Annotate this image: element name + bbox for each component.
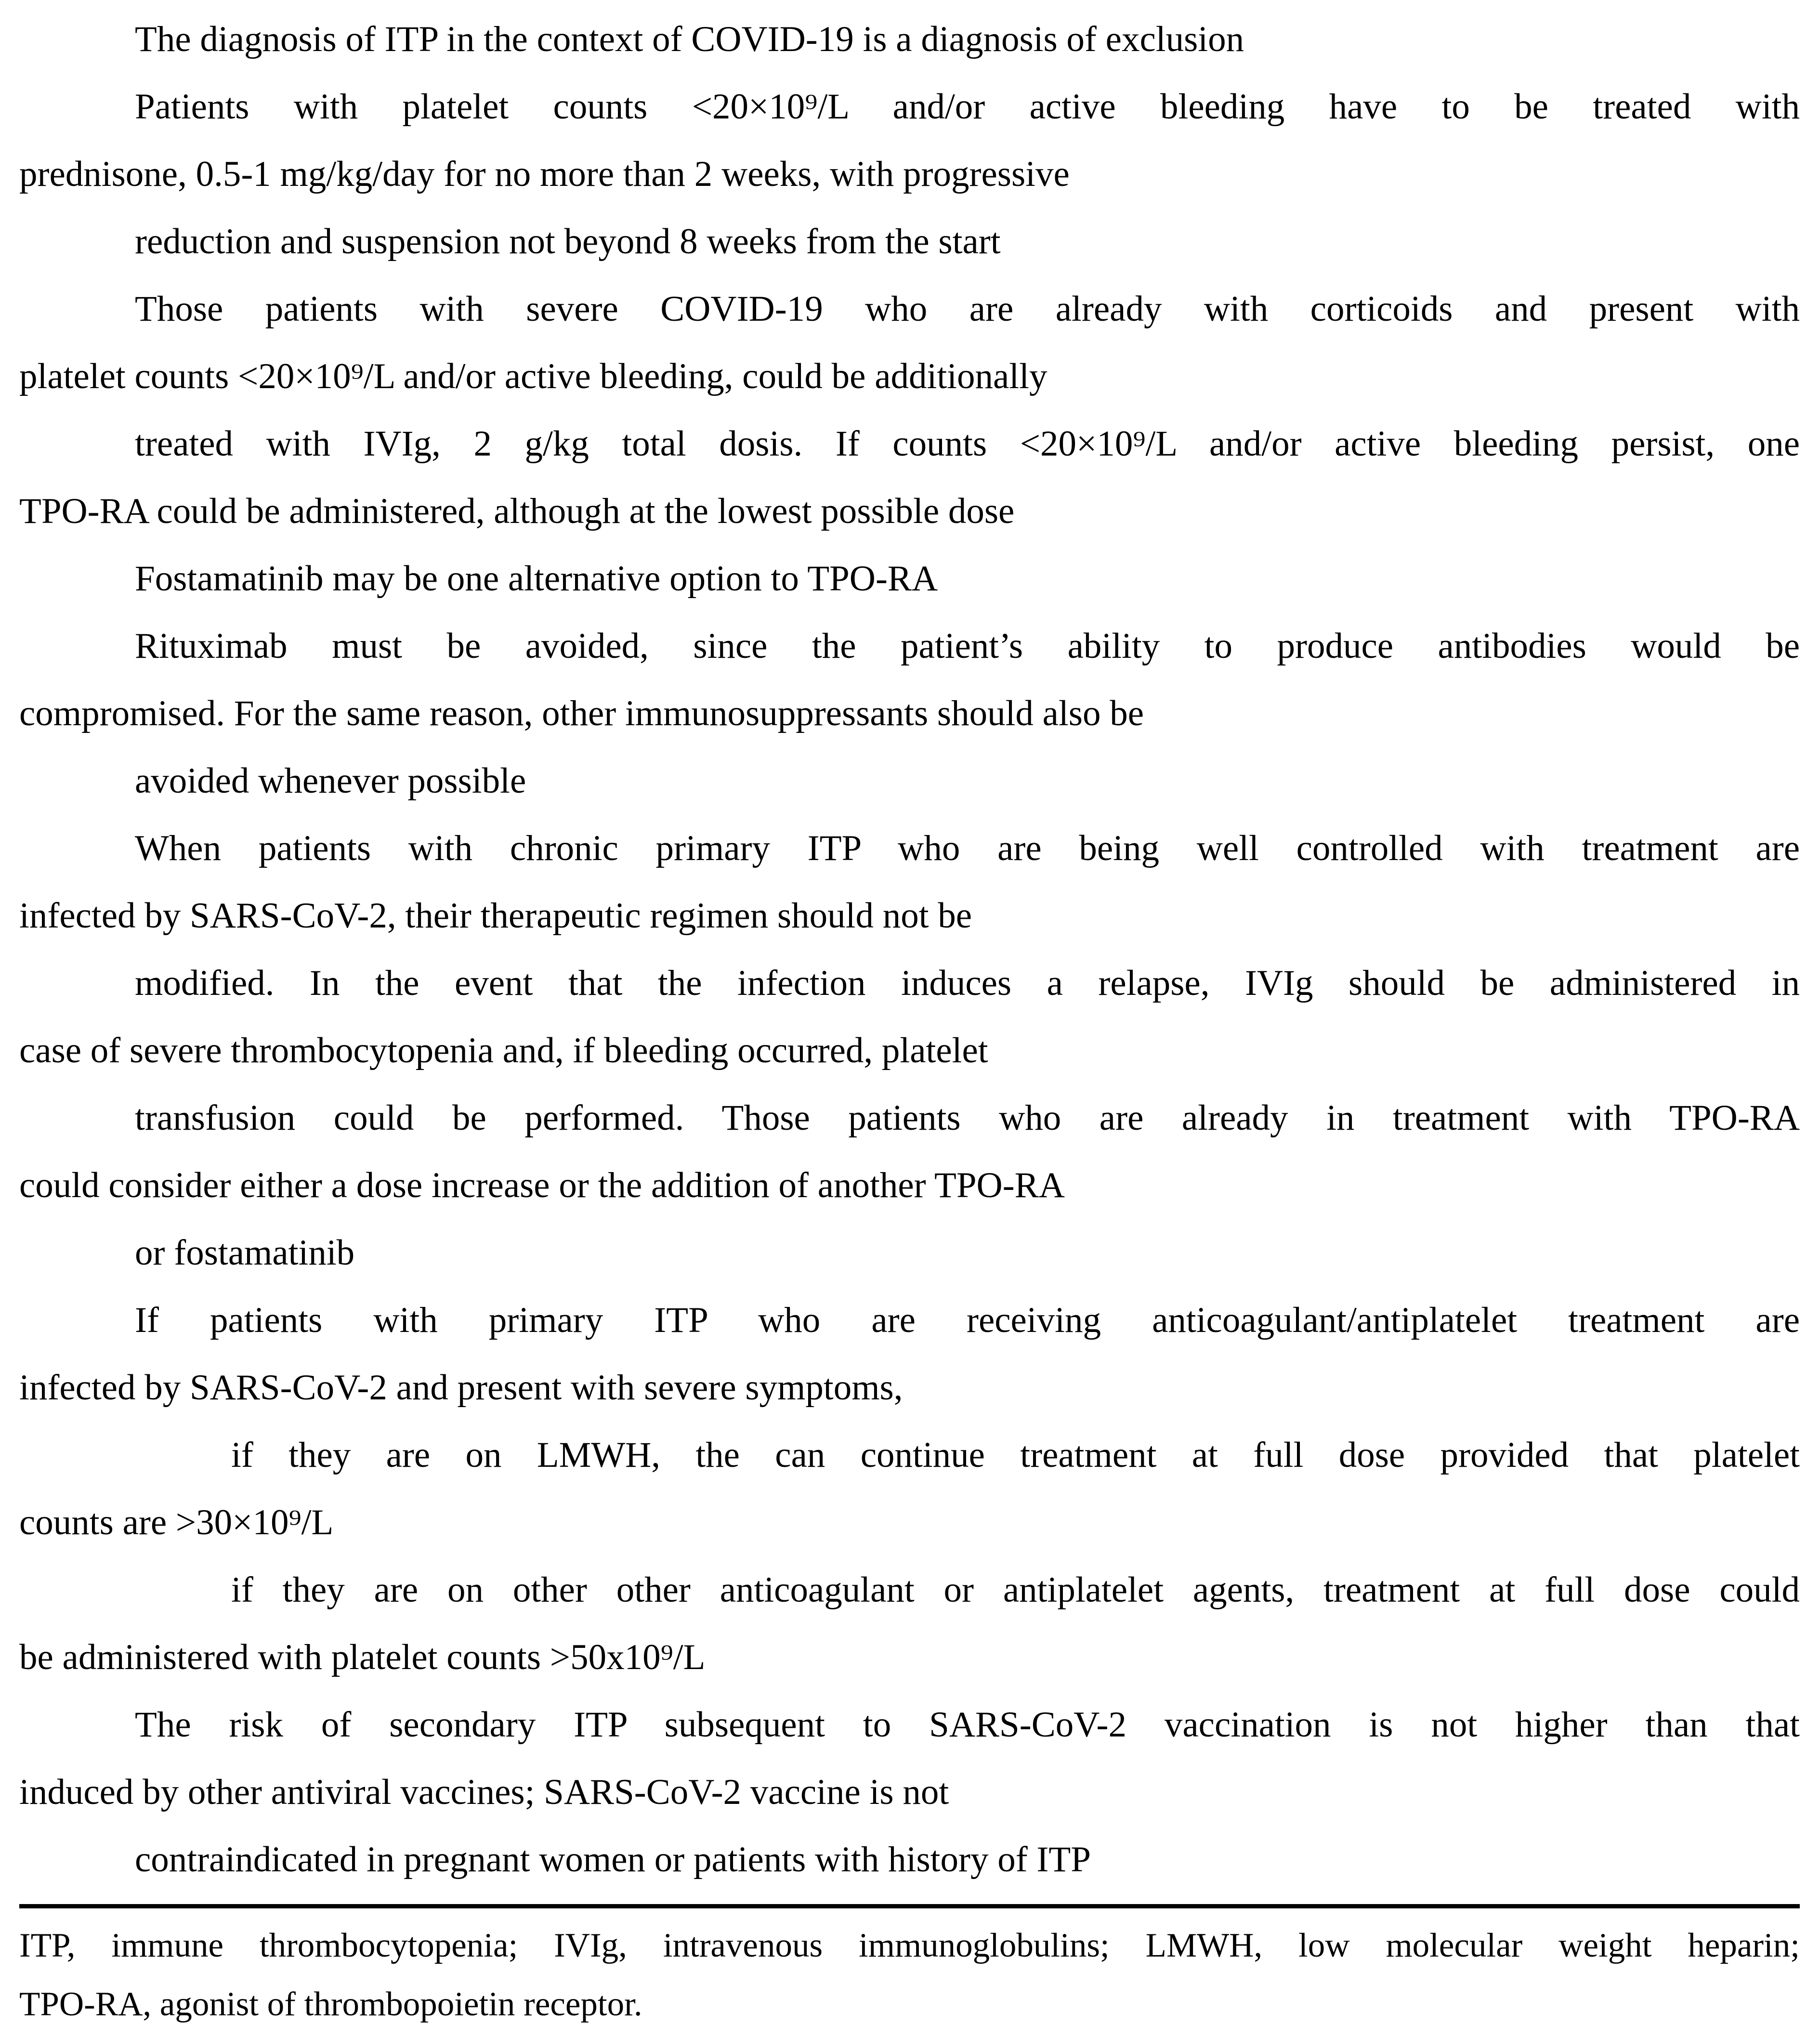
text-line: avoided whenever possible xyxy=(135,761,526,801)
text-line: infected by SARS-CoV-2 and present with severe symptoms, xyxy=(19,1368,903,1408)
text-line: platelet counts <20×10⁹/L and/or active bleeding, could be additionally xyxy=(19,356,1047,396)
text-line: case of severe thrombocytopenia and, if bleeding occurred, platelet xyxy=(19,1031,988,1070)
footnote-line: ITP, immune thrombocytopenia; IVIg, intravenous immunoglobulins; LMWH, low molecular weight heparin; xyxy=(19,1927,1800,1964)
text-line: induced by other antiviral vaccines; SARS-CoV-2 vaccine is not xyxy=(19,1772,949,1812)
text-line: if they are on LMWH, the can continue treatment at full dose provided that platelet xyxy=(231,1435,1800,1475)
text-line: TPO-RA could be administered, although at the lowest possible dose xyxy=(19,491,1015,531)
text-line: infected by SARS-CoV-2, their therapeutic regimen should not be xyxy=(19,896,972,936)
text-line: The risk of secondary ITP subsequent to SARS-CoV-2 vaccination is not higher than that xyxy=(135,1705,1800,1745)
table-bottom-rule xyxy=(19,1904,1800,1908)
text-line: contraindicated in pregnant women or patients with history of ITP xyxy=(135,1840,1091,1879)
text-line: compromised. For the same reason, other immunosuppressants should also be xyxy=(19,693,1144,733)
text-line: The diagnosis of ITP in the context of COVID-19 is a diagnosis of exclusion xyxy=(135,19,1244,59)
text-line: Fostamatinib may be one alternative option to TPO-RA xyxy=(135,559,938,599)
text-line: if they are on other other anticoagulant or antiplatelet agents, treatment at full dose could xyxy=(231,1570,1800,1610)
table-cell-text-block xyxy=(19,6,1800,1893)
text-line: could consider either a dose increase or the addition of another TPO-RA xyxy=(19,1165,1065,1205)
text-line: reduction and suspension not beyond 8 weeks from the start xyxy=(135,222,1001,261)
text-line: transfusion could be performed. Those patients who are already in treatment with TPO-RA xyxy=(135,1098,1800,1138)
text-line: Rituximab must be avoided, since the patient’s ability to produce antibodies would be xyxy=(135,626,1800,666)
text-line: be administered with platelet counts >50x10⁹/L xyxy=(19,1637,706,1677)
text-line: Those patients with severe COVID-19 who are already with corticoids and present with xyxy=(135,289,1800,329)
text-line: prednisone, 0.5-1 mg/kg/day for no more than 2 weeks, with progressive xyxy=(19,154,1070,194)
text-line: treated with IVIg, 2 g/kg total dosis. If counts <20×10⁹/L and/or active bleeding persist, one xyxy=(135,424,1800,464)
text-line: counts are >30×10⁹/L xyxy=(19,1502,334,1542)
table-footnote xyxy=(19,1916,1800,2034)
text-line: modified. In the event that the infection induces a relapse, IVIg should be administered in xyxy=(135,963,1800,1003)
text-line: If patients with primary ITP who are receiving anticoagulant/antiplatelet treatment are xyxy=(135,1300,1800,1340)
text-line: Patients with platelet counts <20×10⁹/L and/or active bleeding have to be treated with xyxy=(135,87,1800,127)
footnote-line: TPO-RA, agonist of thrombopoietin receptor. xyxy=(19,1985,642,2023)
text-line: When patients with chronic primary ITP who are being well controlled with treatment are xyxy=(135,828,1800,868)
text-line: or fostamatinib xyxy=(135,1233,355,1273)
